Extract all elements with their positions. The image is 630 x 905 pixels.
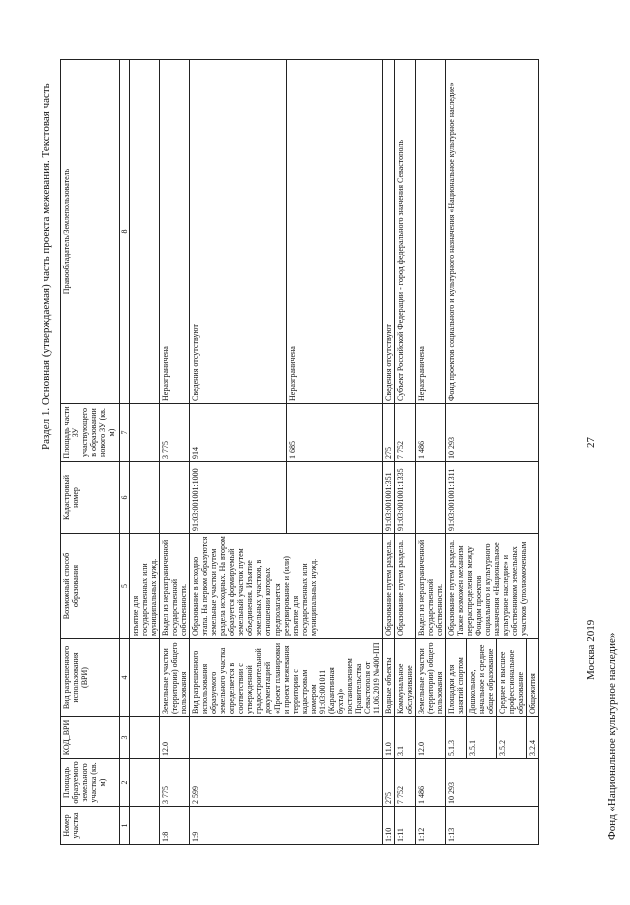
cadastral-number: 91:03:001001:1000 — [190, 462, 286, 534]
header-cell: Номер участка — [61, 807, 120, 845]
table-row-1-12 — [415, 60, 445, 845]
part-area: 914 — [190, 404, 286, 462]
parcel-number: 1:13 — [446, 807, 539, 845]
parcel-number: 1:11 — [394, 807, 415, 845]
vri-description: Земельные участки (территории) общего пользования — [160, 639, 190, 717]
table-header-row — [61, 60, 120, 845]
vri-code: 3.5.2 — [497, 717, 527, 759]
parcels-table — [60, 59, 539, 845]
column-number: 2 — [120, 759, 130, 807]
vri-code: 3.2.4 — [527, 717, 539, 759]
table-row-1-8 — [160, 60, 190, 845]
parcel-number: 1:8 — [160, 807, 190, 845]
owner: Неразграничена — [286, 60, 382, 404]
owner: Субъект Российской Федерации - город федерального значения Севастополь — [394, 60, 415, 404]
vri-description: Водные объекты — [382, 639, 394, 717]
part-area: 275 — [382, 404, 394, 462]
cadastral-number — [160, 462, 190, 534]
vri-code: 11.0 — [382, 717, 394, 759]
column-number-row — [120, 60, 130, 845]
footer-org: Фонд «Национальное культурное наследие» — [606, 632, 618, 840]
table-row-1-10 — [382, 60, 394, 845]
vri-description: Площадки для занятий спортом — [446, 639, 467, 717]
column-number: 7 — [120, 404, 130, 462]
method-cell: Выдел из неразграниченной государственной собственности. — [415, 534, 445, 639]
column-number: 5 — [120, 534, 130, 639]
parcel-area: 2 599 — [190, 759, 383, 807]
cadastral-number — [286, 462, 382, 534]
part-area: 1 486 — [415, 404, 445, 462]
column-number: 3 — [120, 717, 130, 759]
method-cell: Образование в исходно этапа. На первом образуются земельные участки путем раздела исходных. На втором образуется формируемый земельный участок путем объединения. Изъятие земельных участков, в отношении которых предполагается резервирование и (или) изъятие для государственных или муниципальных нужд. — [190, 534, 383, 639]
vri-description: Земельные участки (территории) общего пользования — [415, 639, 445, 717]
header-cell: Вид разрешенного использования (ВРИ) — [61, 639, 120, 717]
column-number: 1 — [120, 807, 130, 845]
parcel-number: 1:9 — [190, 807, 383, 845]
vri-code: 12.0 — [415, 717, 445, 759]
parcel-area: 7 752 — [394, 759, 415, 807]
cadastral-number: 91:03:001001:1335 — [394, 462, 415, 534]
vri-description: Среднее и высшее профессиональное образование — [497, 639, 527, 717]
table-row-1-13 — [446, 60, 467, 845]
parcel-number: 1:12 — [415, 807, 445, 845]
vri-code: 5.1.3 — [446, 717, 467, 759]
header-cell: Площадь части ЗУ участвующего в образовании нового ЗУ (кв. м) — [61, 404, 120, 462]
owner: Фонд проектов социального и культурного назначения «Национальное культурное наследие» — [446, 60, 539, 404]
column-number: 6 — [120, 462, 130, 534]
vri-description: Коммунальное обслуживание — [394, 639, 415, 717]
footer-city-year: Москва 2019 — [585, 619, 597, 680]
part-area: 1 685 — [286, 404, 382, 462]
vri-description: Дошкольное, начальное и среднее общее образование — [467, 639, 497, 717]
vri-description: Вид разрешенного использования образуемого земельного участка определяется в соответствии с утвержденной градостроительной документацией «Проект планировки и проект межевания территории с кадастровым номером 91:03:001011 (Карантинная бухта)» постановлением Правительства Севастополя от 11.06.2019 №400-ПП — [190, 639, 383, 717]
vri-code: 12.0 — [160, 717, 190, 759]
owner: Неразграничена — [160, 60, 190, 404]
header-cell: Кадастровый номер — [61, 462, 120, 534]
method-cell: Образование путем раздела. — [382, 534, 394, 639]
parcel-area: 1 486 — [415, 759, 445, 807]
vri-code: 3.5.1 — [467, 717, 497, 759]
vri-description: Общежития — [527, 639, 539, 717]
owner: Сведения отсутствуют — [382, 60, 394, 404]
parcel-area: 3 775 — [160, 759, 190, 807]
section-title: Раздел 1. Основная (утверждаемая) часть проекта межевания. Текстовая часть — [40, 83, 52, 450]
header-cell: Правообладатель/Землепользователь — [61, 60, 120, 404]
table-row-1-9 — [190, 60, 286, 845]
page-number: 27 — [585, 437, 597, 448]
owner: Неразграничена — [415, 60, 445, 404]
parcel-number: 1:10 — [382, 807, 394, 845]
header-cell: Возможный способ образования — [61, 534, 120, 639]
part-area: 3 775 — [160, 404, 190, 462]
cadastral-number: 91:03:001001:1311 — [446, 462, 539, 534]
method-cell: Выдел из неразграниченной государственной собственности. — [160, 534, 190, 639]
header-cell: Площадь образуемого земельного участка (кв. м) — [61, 759, 120, 807]
vri-code — [190, 717, 383, 759]
method-cell: изъятие для государственных или муниципальных нужд. — [130, 534, 160, 639]
parcel-area: 275 — [382, 759, 394, 807]
cadastral-number — [415, 462, 445, 534]
column-number: 8 — [120, 60, 130, 404]
owner: Сведения отсутствуют — [190, 60, 286, 404]
method-cell: Образование путем раздела. Также возможен механизм перераспределения между Фондом проектов социального и культурного назначения «Национальное культурное наследие» и собственником земельных участков (уполномоченным — [446, 534, 539, 639]
column-number: 4 — [120, 639, 130, 717]
part-area: 7 752 — [394, 404, 415, 462]
cadastral-number: 91:03:001001:351 — [382, 462, 394, 534]
table-row-1-11 — [394, 60, 415, 845]
table-row-continuation — [130, 60, 160, 845]
part-area: 10 293 — [446, 404, 539, 462]
method-cell: Образование путем раздела. — [394, 534, 415, 639]
vri-code: 3.1 — [394, 717, 415, 759]
header-cell: КОД_ВРИ — [61, 717, 120, 759]
parcel-area: 10 293 — [446, 759, 539, 807]
